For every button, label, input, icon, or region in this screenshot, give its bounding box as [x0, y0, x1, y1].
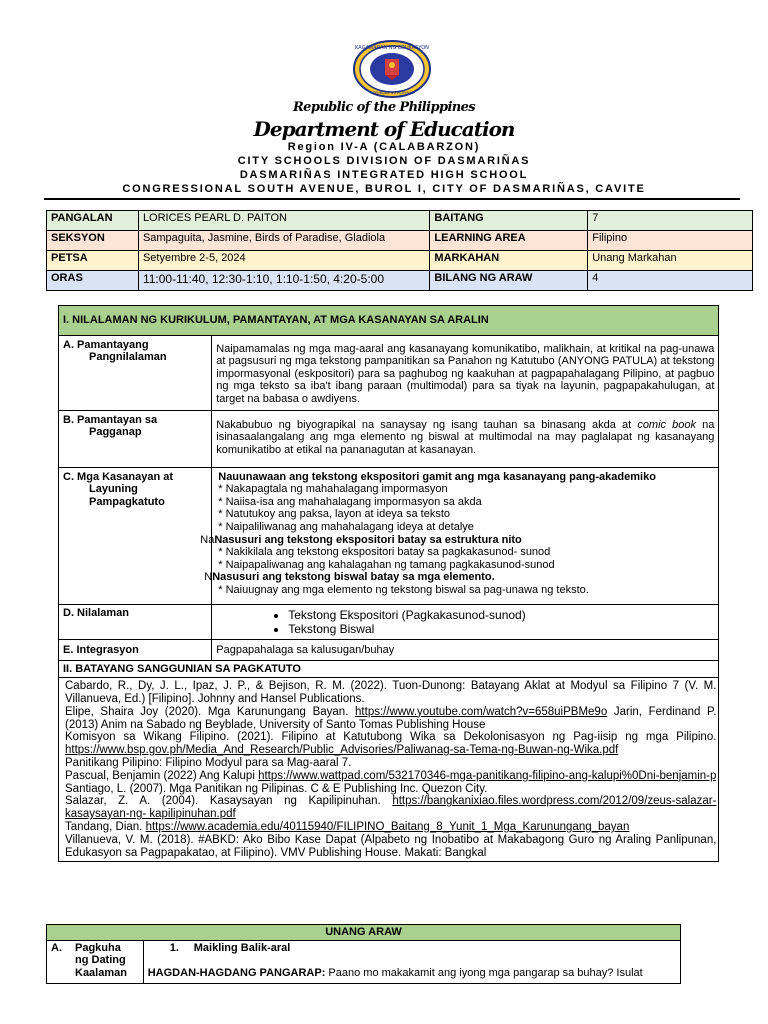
reference-text: Elipe, Shaira Joy (2020). Mga Karunungang Bayan. [65, 705, 356, 718]
references-list [59, 678, 719, 862]
seal-text-bottom: REPUBLIKA NG PILIPINAS [370, 91, 414, 95]
kasanayan-label [59, 467, 215, 604]
reference-text: Salazar, Z. A. (2004). Kasaysayan ng Kapilipinuhan. [65, 795, 393, 808]
pamantayan-sa-pagganap-text [212, 410, 719, 467]
oras-value: 11:00-11:40, 12:30-1:10, 1:10-1:50, 4:20-5:00 [138, 271, 429, 291]
unang-araw-title: UNANG ARAW [47, 925, 681, 941]
competency-heading: Nauunawaan ang tekstong ekspositori gamit ang mga kasanayang pang-akademiko [218, 470, 656, 483]
unang-araw-table [46, 924, 681, 984]
label-line: Layuning [89, 483, 138, 496]
item-title: Maikling Balik-aral [193, 941, 291, 954]
baitang-value: 7 [588, 211, 753, 231]
pagkuha-content [143, 940, 680, 983]
reference-text: Tandang, Dian. [65, 820, 146, 833]
republic-line: Republic of the Philippines [292, 100, 476, 115]
activity-text [148, 967, 676, 980]
seksyon-label: SEKSYON [47, 231, 139, 251]
nilalaman-label: D. Nilalaman [59, 604, 212, 639]
oras-label: ORAS [47, 271, 139, 291]
pamantayang-pangnilalaman-text: Naipamamalas ng mga mag-aaral ang kasanayang komunikatibo, malikhain, at kritikal na pag-unawa at pagsusuri ng mga tekstong pampanitikan sa Panahon ng Katutubo (ANYONG PATULA) at tekstong impormasyonal (eskpositori) para sa paghubog ng kaakuhan at pagpapahalagang Pilipino, at pagbuo ng mga teksto sa iba't ibang paraan (multimodal) para sa tiyak na layunin, pagpapakahulugan, at target na babasa o awdiyens. [212, 335, 719, 410]
activity-heading: HAGDAN-HAGDANG PANGARAP: [147, 967, 326, 980]
competency-heading [200, 534, 714, 547]
reference-link[interactable]: https://www.youtube.com/watch?v=658uiPBMe9o [355, 705, 608, 718]
label-line: A. Pamantayang [63, 338, 149, 351]
label-line: B. Pamantayan sa [63, 413, 158, 426]
nilalaman-item: • Tekstong Biswal [288, 622, 714, 636]
integrasyon-text: Pagpapahalaga sa kalusugan/buhay [212, 639, 719, 660]
label-line: C. Mga Kasanayan at [63, 470, 174, 483]
label-line: ng Dating [75, 954, 126, 967]
label-line: Pagkuha [75, 941, 121, 954]
label-letter: A. [51, 941, 62, 954]
reference-item [65, 770, 716, 783]
reference-item: Panitikang Pilipino: Filipino Modyul para sa Mag-aaral 7. [65, 756, 352, 769]
reference-item: Santiago, L. (2007). Mga Panitikan ng Pilipinas. C & E Publishing Inc. Quezon City. [65, 782, 488, 795]
reference-link[interactable]: https://www.bsp.gov.ph/Media_And_Research/Public_Advisories/Paliwanag-sa-Tema-ng-Buwan-ng-Wika.pdf [65, 744, 619, 757]
reference-item [65, 821, 716, 834]
integrasyon-label: E. Integrasyon [59, 639, 212, 660]
reference-text: Jarin, Ferdinand P. (2013) Anim na Sabado ng Beyblade, University of Santo Tomas Publishing House [65, 705, 717, 731]
label-row [51, 942, 139, 955]
reference-item [65, 706, 716, 732]
markahan-label: MARKAHAN [430, 251, 588, 271]
reference-item [65, 795, 716, 821]
reference-link[interactable]: https://bangkanixiao.files.wordpress.com/2012/09/zeus-salazar-kasaysayan-ng- kapilipinuhan.pdf [65, 795, 717, 821]
reference-link[interactable]: https://www.wattpad.com/532170346-mga-panitikang-filipino-ang-kalupi%0Dni-benjamin-p [258, 769, 717, 782]
heading-text: Nasusuri ang tekstong biswal batay sa mga elemento. [212, 571, 495, 584]
label-line: Pangnilalaman [89, 351, 167, 364]
learning-area-value: Filipino [588, 231, 753, 251]
bilang-label: BILANG NG ARAW [430, 271, 588, 291]
baitang-label: BAITANG [430, 211, 588, 231]
deped-seal [352, 40, 432, 98]
pamantayan-sa-pagganap-label [59, 410, 212, 467]
pamantayang-pangnilalaman-label [59, 335, 212, 410]
seal-text-top: KAGAWARAN NG EDUKASYON [355, 45, 429, 51]
petsa-label: PETSA [47, 251, 139, 271]
curriculum-table [58, 305, 719, 862]
competency-item: * Naiuugnay ang mga elemento ng tekstong biswal sa pag-unawa ng teksto. [218, 583, 589, 596]
nilalaman-item: • Tekstong Ekspositori (Pagkakasunod-sunod) [288, 608, 714, 622]
competency-item: * Natutukoy ang paksa, layon at ideya sa teksto [218, 508, 451, 521]
reference-text: Komisyon sa Wikang Filipino. (2021). Filipino at Katutubong Wika sa Dekolonisasyon ng Pag-iisip ng mga Pilipino. [65, 731, 717, 744]
region-line: Region IV-A (CALABARZON) [287, 141, 481, 153]
seksyon-value: Sampaguita, Jasmine, Birds of Paradise, Gladiola [138, 231, 429, 251]
department-title: Department of Education [253, 117, 515, 141]
competency-heading [204, 571, 714, 584]
pagkuha-label [47, 940, 144, 983]
reference-item: Cabardo, R., Dy, J. L., Ipaz, J. P., & Bejison, R. M. (2022). Tuon-Dunong: Batayang Aklat at Modyul sa Filipino 7 (V. M. Villanueva, Ed.) [Filipino]. Johnny and Hansel Publications. [65, 680, 717, 705]
competency-item: * Nakikilala ang tekstong ekspositori batay sa pagkakasunod- sunod [218, 546, 551, 559]
markahan-value: Unang Markahan [588, 251, 753, 271]
label-line: Kaalaman [75, 966, 127, 979]
text-emphasis: comic book [637, 418, 697, 431]
header-divider [44, 198, 740, 200]
reference-link[interactable]: https://www.academia.edu/40115940/FILIPINO_Baitang_8_Yunit_1_Mga_Karunungang_bayan [145, 820, 630, 833]
pangalan-value: LORICES PEARL D. PAITON [138, 211, 429, 231]
activity-prompt: Paano mo makakamit ang iyong mga pangarap sa buhay? Isulat [325, 967, 643, 980]
nilalaman-list [212, 604, 719, 639]
competency-item: * Naiisa-isa ang mahahalagang impormasyon sa akda [218, 495, 482, 508]
competency-item: * Naipapaliwanag ang kahalagahan ng tamang pagkakasunod-sunod [218, 558, 555, 571]
heading-prefix: Na [200, 533, 215, 546]
text-part: na isinasaalangalang ang mga elemento ng biswal at multimodal na may paglalapat ng kasanayang komunikatibo at etikal na pananagutan at kasanayan. [216, 418, 715, 456]
petsa-value: Setyembre 2-5, 2024 [138, 251, 429, 271]
division-line: CITY SCHOOLS DIVISION OF DASMARIÑAS [237, 155, 531, 167]
competency-item: * Nakapagtala ng mahahalagang impormasyon [218, 483, 448, 496]
text-part: Nakabubuo ng biyograpikal na sanaysay ng isang tauhan sa binasang akda at [216, 418, 638, 431]
activity-title [148, 942, 676, 955]
reference-text: Pascual, Benjamin (2022) Ang Kalupi [65, 769, 259, 782]
school-name: DASMARIÑAS INTEGRATED HIGH SCHOOL [239, 169, 529, 181]
reference-item [65, 731, 716, 757]
label-line: Pagganap [89, 426, 142, 439]
section-1-title: I. NILALAMAN NG KURIKULUM, PAMANTAYAN, AT MGA KASANAYAN SA ARALIN [59, 306, 719, 336]
learning-area-label: LEARNING AREA [430, 231, 588, 251]
info-table [46, 210, 753, 291]
reference-item: Villanueva, V. M. (2018). #ABKD: Ako Bibo Kase Dapat (Alpabeto ng Inobatibo at Makabagong Guro ng Araling Panlipunan, Edukasyon sa Pagpapakatao, at Filipino). VMV Publishing House. Makati: Bangkal [65, 833, 717, 859]
competency-item: * Naipaliliwanag ang mahahalagang ideya at detalye [218, 520, 474, 533]
heading-text: Nasusuri ang tekstong ekspositori batay sa estruktura nito [214, 533, 522, 546]
school-address: CONGRESSIONAL SOUTH AVENUE, BUROL I, CITY OF DASMARIÑAS, CAVITE [122, 183, 646, 195]
kasanayan-list [200, 467, 719, 604]
item-number: 1. [169, 941, 179, 954]
bilang-value: 4 [588, 271, 753, 291]
section-2-title: II. BATAYANG SANGGUNIAN SA PAGKATUTO [59, 660, 719, 678]
heading-prefix: N [204, 571, 213, 584]
label-line: Pampagkatuto [89, 495, 165, 508]
pangalan-label: PANGALAN [47, 211, 139, 231]
